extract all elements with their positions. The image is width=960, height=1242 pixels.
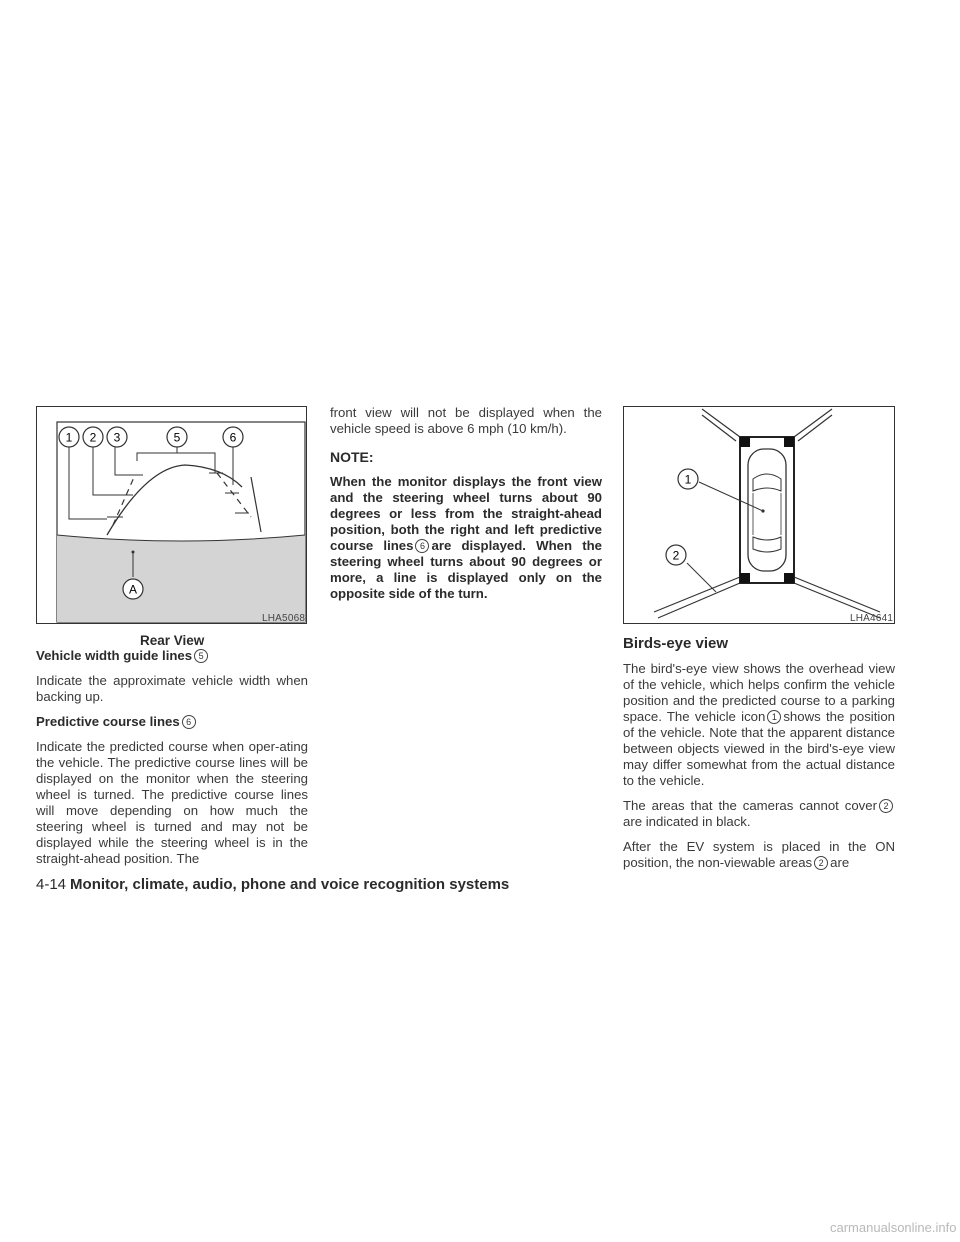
svg-text:2: 2 — [89, 430, 97, 445]
callout-3 — [107, 427, 127, 447]
birds-eye-text-2: The areas that the cameras cannot cover 2are indicated in black. — [623, 798, 895, 830]
note-heading: NOTE: — [330, 449, 374, 465]
chapter-title: Monitor, climate, audio, phone and voice recognition systems — [70, 876, 510, 893]
svg-text:1: 1 — [684, 472, 692, 487]
birds-eye-heading: Birds-eye view — [623, 635, 729, 652]
callout-ref-5: 5 — [194, 649, 208, 663]
svg-text:1: 1 — [65, 430, 73, 445]
predictive-course-text: Indicate the predicted course when oper-ating the vehicle. The predictive course lines will be displayed on the monitor when the steering wheel is turned. The predictive course lines will move depending on how much the steering wheel is turned and may not be displayed while the steering wheel is in the straight-ahead position. The — [36, 739, 308, 866]
svg-text:2: 2 — [672, 548, 680, 563]
svg-text:3: 3 — [113, 430, 121, 445]
note-body: When the monitor displays the front view and the steering wheel turns about 90 degrees or less from the straight-ahead position, both the right and left predictive course lines 6 are displayed. When the steering wheel turns about 90 degrees or more, a line is displayed only on the opposite side of the turn. — [330, 474, 602, 601]
page-number: 4-14 — [36, 876, 67, 893]
birds-eye-text-1: The bird's-eye view shows the overhead view of the vehicle, which helps confirm the vehicle position and the predicted course to a parking space. The vehicle icon 1 shows the position of the vehicle. Note that the apparent distance between objects viewed in the bird's-eye view may differ somewhat from the actual distance to the vehicle. — [623, 661, 895, 788]
callout-6 — [223, 427, 243, 447]
rear-view-illustration — [37, 407, 306, 623]
rear-figure-code: LHA5068 — [262, 613, 306, 624]
rear-view-figure — [36, 406, 307, 624]
svg-text:A: A — [128, 582, 138, 597]
callout-2 — [666, 545, 686, 565]
birds-eye-text-3: After the EV system is placed in the ON position, the non-viewable areas 2 are — [623, 839, 895, 870]
birds-eye-figure — [623, 406, 895, 624]
vehicle-width-heading: Vehicle width guide lines 5 — [36, 648, 308, 664]
callout-ref-2: 2 — [879, 799, 893, 813]
callout-ref-6: 6 — [415, 539, 429, 553]
callout-1 — [678, 469, 698, 489]
predictive-course-heading: Predictive course lines 6 — [36, 714, 308, 730]
page-footer — [36, 876, 509, 893]
callout-2 — [83, 427, 103, 447]
continued-text: front view will not be displayed when the vehicle speed is above 6 mph (10 km/h). — [330, 405, 602, 436]
watermark: carmanualsonline.info — [830, 1220, 957, 1235]
bumper-area — [57, 535, 305, 622]
callout-ref-1: 1 — [767, 710, 781, 724]
birds-figure-code: LHA4641 — [850, 613, 894, 624]
vehicle-width-line — [251, 477, 261, 532]
callout-ref-2: 2 — [814, 856, 828, 870]
svg-text:5: 5 — [173, 430, 181, 445]
rear-view-caption: Rear View — [140, 633, 205, 648]
left-column — [36, 648, 308, 876]
callout-a — [123, 579, 143, 599]
middle-column — [330, 405, 602, 611]
callout-5 — [167, 427, 187, 447]
birds-eye-illustration — [624, 407, 894, 623]
right-column — [623, 636, 895, 880]
vehicle-width-text: Indicate the approximate vehicle width when backing up. — [36, 673, 308, 704]
vehicle-icon — [748, 449, 786, 571]
callout-ref-6: 6 — [182, 715, 196, 729]
callout-1 — [59, 427, 79, 447]
svg-text:6: 6 — [229, 430, 237, 445]
